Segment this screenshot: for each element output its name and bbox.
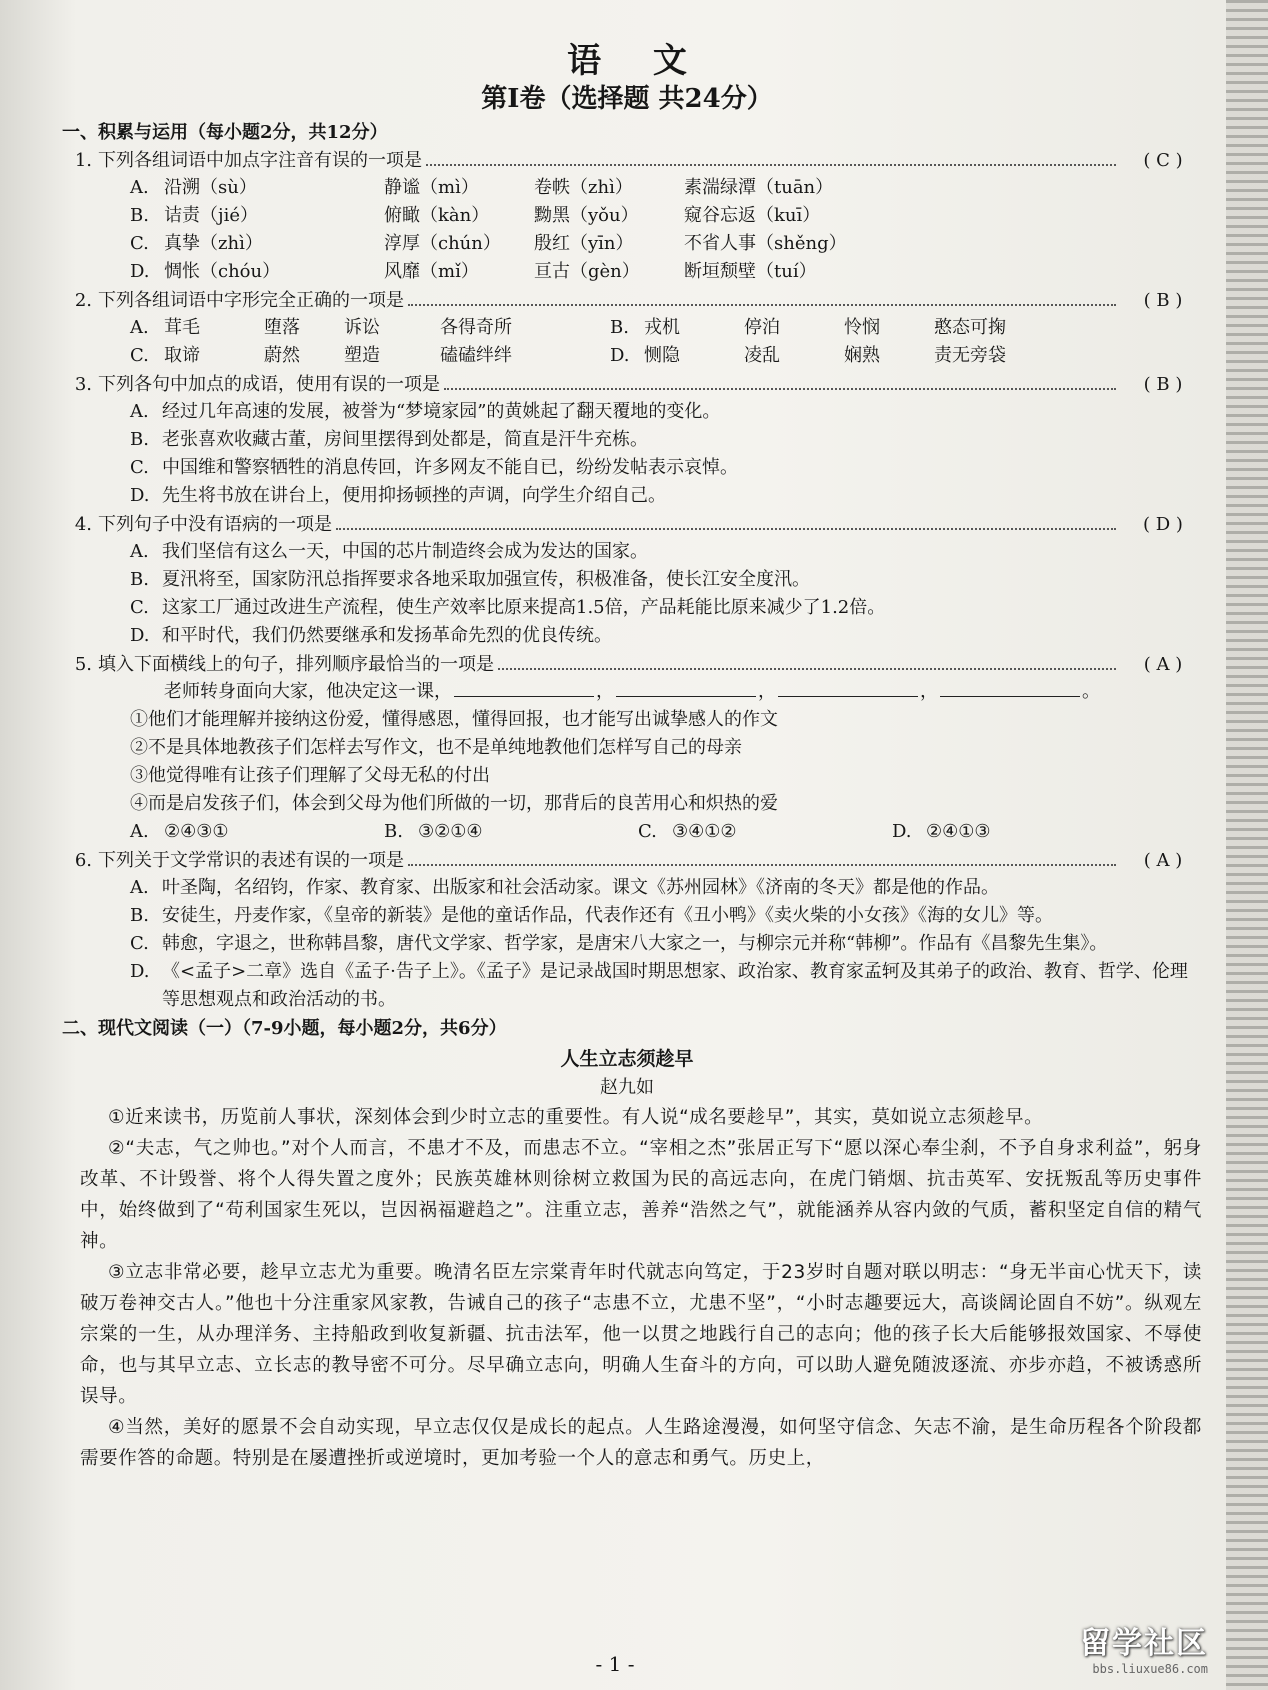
leader-dots <box>408 864 1116 866</box>
option-letter: D. <box>130 625 150 646</box>
option-word: 磕磕绊绊 <box>440 345 512 366</box>
option-letter: C. <box>130 597 149 618</box>
leader-dots <box>426 164 1116 166</box>
option-row <box>130 566 1202 594</box>
option-letter: B. <box>130 905 149 926</box>
option-word: 娴熟 <box>844 345 880 366</box>
answer-mark: ( A ) <box>1143 850 1183 871</box>
option-row <box>130 622 1202 650</box>
leader-dots <box>498 668 1116 670</box>
option-word: 停泊 <box>744 317 780 338</box>
option-word: 窥谷忘返（kuī） <box>684 205 821 226</box>
watermark <box>1080 1618 1208 1676</box>
option-row <box>130 594 1202 622</box>
question-stem: 下列句子中没有语病的一项是 <box>98 514 332 535</box>
paragraph-3: ③立志非常必要，趁早立志尤为重要。晚清名臣左宗棠青年时代就志向笃定，于23岁时自题对联以明志：“身无半亩心忧天下，读破万卷神交古人。”他也十分注重家风家教，告诫自己的孩子“志患不立，尤患不坚”，“小时志趣要远大，高谈阔论固自不妨”。纵观左宗棠的一生，从办理洋务、主持船政到收复新疆、抗击法军，他一以贯之地践行自己的志向；他的孩子长大后能够报效国家、不辱使命，也与其早立志、立长志的教导密不可分。尽早确立志向，明确人生奋斗的方向，可以助人避免随波逐流、亦步亦趋，不被诱惑所误导。 <box>80 1262 1202 1407</box>
answer-mark: ( D ) <box>1143 514 1183 535</box>
option-row <box>130 874 1202 902</box>
blank-4[interactable] <box>940 678 1080 697</box>
option-letter: D. <box>130 261 150 282</box>
question-number: 3. <box>74 374 92 395</box>
option-word: 诉讼 <box>344 317 380 338</box>
option-letter: C. <box>130 457 149 478</box>
blank-3[interactable] <box>778 678 918 697</box>
paragraph-4: ④当然，美好的愿景不会自动实现，早立志仅仅是成长的起点。人生路途漫漫，如何坚守信念、矢志不渝，是生命历程各个阶段都需要作答的命题。特别是在屡遭挫折或逆境时，更加考验一个人的意志和勇气。历史上， <box>80 1417 1202 1469</box>
option-word: 茸毛 <box>164 317 200 338</box>
option-letter: A. <box>130 177 149 198</box>
option-row <box>130 930 1202 958</box>
sentence-4: ④而是启发孩子们，体会到父母为他们所做的一切，那背后的良苦用心和炽热的爱 <box>130 793 778 814</box>
watermark-url: bbs.liuxue86.com <box>1092 1662 1208 1676</box>
comma: ， <box>758 681 776 702</box>
answer-mark: ( B ) <box>1143 374 1183 395</box>
option-word: 诘责（jié） <box>164 205 258 226</box>
option-row <box>130 482 1202 510</box>
answer-mark: ( B ) <box>1143 290 1183 311</box>
option-text: 这家工厂通过改进生产流程，使生产效率比原来提高1.5倍，产品耗能比原来减少了1.2倍。 <box>162 597 886 618</box>
volume-title: 第Ⅰ卷（选择题 共24分） <box>481 84 773 114</box>
option-text: ③④①② <box>672 821 737 842</box>
option-word: 塑造 <box>344 345 380 366</box>
option-word: 淳厚（chún） <box>384 233 501 254</box>
option-text: ②④①③ <box>926 821 991 842</box>
question-number: 5. <box>74 654 92 675</box>
question-3 <box>52 372 1202 398</box>
option-text: 老张喜欢收藏古董，房间里摆得到处都是，简直是汗牛充栋。 <box>162 429 648 450</box>
option-word: 蔚然 <box>264 345 300 366</box>
option-text: ③②①④ <box>418 821 483 842</box>
option-letter: A. <box>130 877 149 898</box>
option-word: 不省人事（shěng） <box>684 233 847 254</box>
option-text: 安徒生，丹麦作家，《皇帝的新装》是他的童话作品，代表作还有《丑小鸭》《卖火柴的小女孩》《海的女儿》等。 <box>162 905 1053 926</box>
option-text: 中国维和警察牺牲的消息传回，许多网友不能自已，纷纷发帖表示哀悼。 <box>162 457 738 478</box>
option-text: 我们坚信有这么一天，中国的芯片制造终会成为发达的国家。 <box>162 541 648 562</box>
option-text: 经过几年高速的发展，被誉为“梦境家园”的黄姚起了翻天覆地的变化。 <box>162 401 721 422</box>
option-row <box>130 538 1202 566</box>
option-word: 断垣颓壁（tuí） <box>684 261 817 282</box>
leader-dots <box>336 528 1116 530</box>
option-word: 惆怅（chóu） <box>164 261 281 282</box>
q5-choices <box>130 818 1202 846</box>
option-word: 取谛 <box>164 345 200 366</box>
paragraph-2: ②“夫志，气之帅也。”对个人而言，不患才不及，而患志不立。“宰相之杰”张居正写下“愿以深心奉尘刹，不予自身求利益”，躬身改革、不计毁誉、将个人得失置之度外；民族英雄林则徐树立救国为民的高远志向，在虎门销烟、抗击英军、安抚叛乱等历史事件中，始终做到了“苟利国家生死以，岂因祸福避趋之”。注重立志，善养“浩然之气”，就能涵养从容内敛的气质，蓄积坚定自信的精气神。 <box>80 1138 1202 1252</box>
blank-2[interactable] <box>616 678 756 697</box>
option-word: 凌乱 <box>744 345 780 366</box>
option-word: 风靡（mǐ） <box>384 261 479 282</box>
option-word: 卷帙（zhì） <box>534 177 633 198</box>
sentence-1: ①他们才能理解并接纳这份爱，懂得感恩，懂得回报，也才能写出诚挚感人的作文 <box>130 709 778 730</box>
question-2 <box>52 288 1202 314</box>
option-text: 《<孟子>二章》选自《孟子·告子上》。《孟子》是记录战国时期思想家、政治家、教育家孟轲及其弟子的政治、教育、哲学、伦理等思想观点和政治活动的书。 <box>162 961 1188 1010</box>
option-text: 夏汛将至，国家防汛总指挥要求各地采取加强宣传，积极准备，使长江安全度汛。 <box>162 569 810 590</box>
section1-title: 一、积累与运用（每小题2分，共12分） <box>62 122 388 143</box>
option-letter: C. <box>130 933 149 954</box>
question-5 <box>52 652 1202 678</box>
option-row <box>130 902 1202 930</box>
option-row <box>130 426 1202 454</box>
option-word: 俯瞰（kàn） <box>384 205 490 226</box>
option-word: 堕落 <box>264 317 300 338</box>
option-letter: B. <box>130 569 149 590</box>
option-word: 静谧（mì） <box>384 177 479 198</box>
option-letter: C. <box>638 821 657 842</box>
option-text: 和平时代，我们仍然要继承和发扬革命先烈的优良传统。 <box>162 625 612 646</box>
article-author: 赵九如 <box>600 1077 654 1098</box>
q2-options <box>130 314 1202 370</box>
blank-1[interactable] <box>454 678 594 697</box>
article-title: 人生立志须趁早 <box>560 1048 694 1070</box>
watermark-brand: 留学社区 <box>1080 1626 1208 1661</box>
leader-dots <box>444 388 1116 390</box>
question-stem: 下列各组词语中字形完全正确的一项是 <box>98 290 404 311</box>
option-letter: B. <box>384 821 403 842</box>
sentence-2: ②不是具体地教孩子们怎样去写作文，也不是单纯地教他们怎样写自己的母亲 <box>130 737 742 758</box>
option-text: 韩愈，字退之，世称韩昌黎，唐代文学家、哲学家，是唐宋八大家之一，与柳宗元并称“韩柳”。作品有《昌黎先生集》。 <box>162 933 1108 954</box>
question-1 <box>52 148 1202 174</box>
comma: ， <box>596 681 614 702</box>
option-text: 叶圣陶，名绍钧，作家、教育家、出版家和社会活动家。课文《苏州园林》《济南的冬天》都是他的作品。 <box>162 877 999 898</box>
option-word: 真挚（zhì） <box>164 233 263 254</box>
question-number: 2. <box>74 290 92 311</box>
option-letter: B. <box>130 429 149 450</box>
option-row <box>130 958 1202 1014</box>
question-stem: 填入下面横线上的句子，排列顺序最恰当的一项是 <box>98 654 494 675</box>
comma: ， <box>920 681 938 702</box>
fill-blank-line <box>164 678 1202 706</box>
option-row <box>130 454 1202 482</box>
lead-sentence: 老师转身面向大家，他决定这一课， <box>164 681 452 702</box>
option-word: 各得奇所 <box>440 317 512 338</box>
question-number: 1. <box>74 150 92 171</box>
option-letter: D. <box>130 961 150 982</box>
question-4 <box>52 512 1202 538</box>
option-letter: C. <box>130 233 149 254</box>
option-letter: B. <box>610 317 629 338</box>
option-letter: D. <box>892 821 912 842</box>
option-letter: A. <box>130 401 149 422</box>
option-letter: A. <box>130 317 149 338</box>
option-word: 戎机 <box>644 317 680 338</box>
exam-content <box>52 40 1202 1474</box>
option-letter: D. <box>610 345 630 366</box>
question-stem: 下列各句中加点的成语，使用有误的一项是 <box>98 374 440 395</box>
leader-dots <box>408 304 1116 306</box>
section2-title: 二、现代文阅读（一）（7-9小题，每小题2分，共6分） <box>62 1018 507 1039</box>
option-word: 亘古（gèn） <box>534 261 640 282</box>
option-letter: D. <box>130 485 150 506</box>
subject-title: 语 文 <box>567 41 707 81</box>
q1-options <box>130 174 1202 286</box>
binding-edge <box>1226 0 1268 1690</box>
question-stem: 下列关于文学常识的表述有误的一项是 <box>98 850 404 871</box>
question-number: 4. <box>74 514 92 535</box>
question-stem: 下列各组词语中加点字注音有误的一项是 <box>98 150 422 171</box>
answer-mark: ( A ) <box>1143 654 1183 675</box>
page-number: - 1 - <box>595 1652 635 1676</box>
sentence-3: ③他觉得唯有让孩子们理解了父母无私的付出 <box>130 765 490 786</box>
answer-mark: ( C ) <box>1143 150 1183 171</box>
option-word: 黝黑（yǒu） <box>534 205 639 226</box>
option-letter: B. <box>130 205 149 226</box>
option-letter: A. <box>130 821 149 842</box>
option-word: 沿溯（sù） <box>164 177 257 198</box>
option-text: ②④③① <box>164 821 229 842</box>
option-text: 先生将书放在讲台上，便用抑扬顿挫的声调，向学生介绍自己。 <box>162 485 666 506</box>
question-6 <box>52 848 1202 874</box>
period: 。 <box>1082 681 1100 702</box>
option-word: 素湍绿潭（tuān） <box>684 177 834 198</box>
option-letter: A. <box>130 541 149 562</box>
option-word: 怜悯 <box>844 317 880 338</box>
option-letter: C. <box>130 345 149 366</box>
option-word: 恻隐 <box>644 345 680 366</box>
option-word: 殷红（yīn） <box>534 233 634 254</box>
option-row <box>130 398 1202 426</box>
option-word: 憨态可掬 <box>934 317 1006 338</box>
option-word: 责无旁袋 <box>934 345 1006 366</box>
paragraph-1: ①近来读书，历览前人事状，深刻体会到少时立志的重要性。有人说“成名要趁早”，其实，莫如说立志须趁早。 <box>108 1107 1044 1128</box>
question-number: 6. <box>74 850 92 871</box>
